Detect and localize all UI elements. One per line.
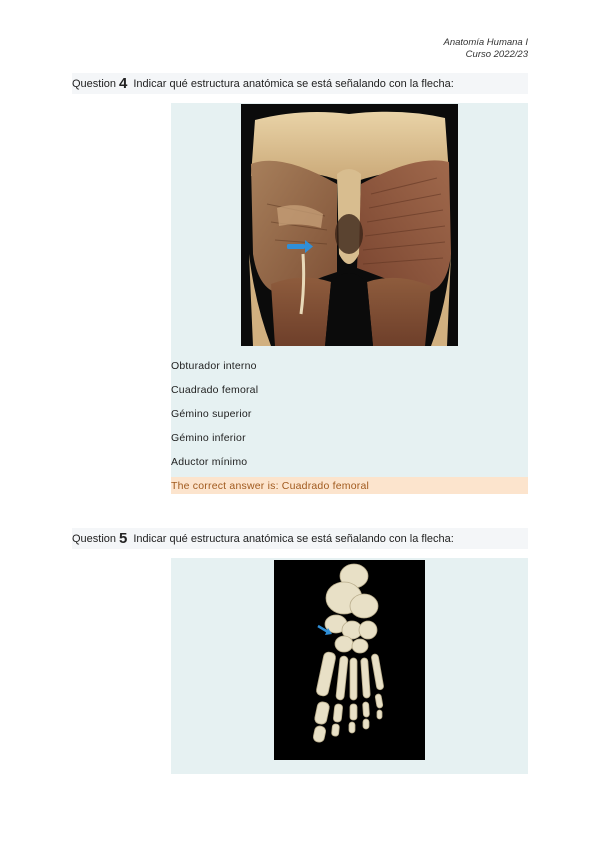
option-4: Gémino inferior (171, 432, 246, 444)
gluteal-dissection-image (241, 104, 458, 346)
gluteal-dissection-illustration (241, 104, 458, 346)
question-label: Question (72, 77, 117, 90)
course-name: Anatomía Humana I (443, 37, 528, 48)
document-header (444, 37, 529, 61)
option-5: Aductor mínimo (171, 456, 248, 468)
option-1: Obturador interno (171, 360, 257, 372)
question-4-header (72, 73, 528, 94)
correct-answer-feedback: The correct answer is: Cuadrado femoral (171, 477, 528, 494)
question-5-header (72, 528, 528, 549)
foot-skeleton-image (274, 560, 425, 760)
question-label: Question (72, 532, 117, 545)
question-number: 5 (119, 530, 128, 547)
option-2: Cuadrado femoral (171, 384, 259, 396)
course-year: Curso 2022/23 (465, 49, 528, 60)
question-prompt: Indicar qué estructura anatómica se está señalando con la flecha: (133, 532, 454, 545)
option-3: Gémino superior (171, 408, 252, 420)
question-number: 4 (119, 75, 128, 92)
question-prompt: Indicar qué estructura anatómica se está señalando con la flecha: (133, 77, 454, 90)
foot-skeleton-illustration (274, 560, 425, 760)
